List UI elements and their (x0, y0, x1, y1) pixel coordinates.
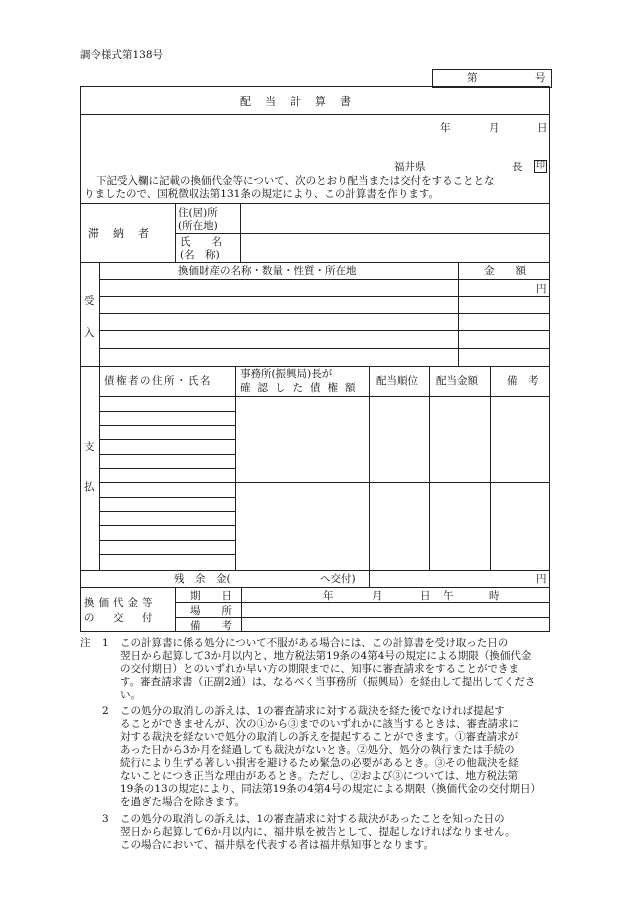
intro-line-1: 下記受入欄に記載の換価代金等について、次のとおり配当または交付をすることとな (96, 175, 495, 187)
payment-col-confirmed-2: 確認した債権額 (240, 382, 363, 394)
note-2-line-6: ないことにつき正当な理由があるとき。ただし、②および③については、地方税法第 (120, 770, 519, 782)
number-go: 号 (535, 72, 546, 84)
note-3-line-1: この処分の取消しの訴えは、1の審査請求に対する裁決があったことを知った日の (120, 813, 505, 825)
note-2-line-4: あった日から3か月を経過しても裁決がないとき。②処分、処分の執行または手続の (120, 744, 515, 756)
number-dai: 第 (467, 72, 478, 84)
note-2-line-7: 19条の13の規定により、同法第19条の4第4号の規定による期限（換価代金の交付期日） (120, 783, 541, 795)
note-1-line-1: この計算書に係る処分について不服がある場合には、この計算書を受け取った日の (120, 637, 509, 649)
intro-line-2: りましたので、国税徴収法第131条の規定により、この計算書を作ります。 (84, 188, 439, 200)
payment-col-remarks: 備 考 (507, 375, 539, 387)
note-2-line-1: この処分の取消しの訴えは、1の審査請求に対する裁決を経た後でなければ提起す (120, 705, 505, 717)
delivery-row-period: 期 日 (190, 590, 232, 602)
receipt-col-amount: 金 額 (484, 265, 526, 277)
delivery-row-place: 場 所 (190, 605, 232, 617)
balance-delivery: へ交付) (320, 573, 356, 585)
address-label: 住(居)所 (178, 207, 218, 219)
payment-label-2: 払 (84, 481, 95, 493)
payment-label-1: 支 (84, 441, 95, 453)
note-2-line-2: ることができませんが、次の①から③までのいずれかに該当するときは、審査請求に (120, 718, 519, 730)
note-2-num: 2 (102, 705, 109, 717)
issuer-cho: 長 (512, 161, 523, 173)
seal-mark: 印 (535, 161, 545, 171)
date-day: 日 (537, 122, 548, 134)
delivery-row-remarks: 備 考 (190, 620, 232, 632)
issuer-pref: 福井県 (394, 161, 426, 173)
note-3-num: 3 (102, 813, 109, 825)
note-1-line-4: す。審査請求書（正副2通）は、なるべく当事務所（振興局）を経由して提出してくださ (120, 676, 536, 688)
delivery-label-1: 換価代金等 (84, 597, 157, 609)
note-3-line-2: 翌日から起算して6か月以内に、福井県を被告として、提起しなければなりません。 (120, 826, 516, 838)
delivery-period-ampm: 午 (443, 590, 454, 602)
note-2-line-8: を過ぎた場合を除きます。 (120, 796, 246, 808)
note-1-num: 1 (102, 637, 109, 649)
balance-label: 残 余 金( (174, 573, 231, 585)
receipt-col-property: 換価財産の名称・数量・性質・所在地 (178, 265, 357, 277)
receipt-label-2: 入 (84, 327, 95, 339)
name-label-sub: (名 称) (180, 249, 220, 261)
payment-col-order: 配当順位 (376, 375, 418, 387)
balance-unit: 円 (536, 573, 547, 585)
note-2-line-3: 対する裁決を経ないで処分の取消しの訴えを提起することができます。①審査請求が (120, 731, 519, 743)
form-title: 配当計算書 (240, 95, 365, 108)
name-label: 氏 名 (180, 236, 222, 248)
note-1-line-3: の交付期日）とのいずれか早い方の期限までに、知事に審査請求をすることができま (120, 663, 519, 675)
date-month: 月 (489, 122, 500, 134)
delivery-period-month: 月 (372, 590, 383, 602)
note-1-line-5: い。 (120, 689, 141, 701)
delinquent-label: 滞納者 (88, 227, 163, 240)
payment-col-amount: 配当金額 (436, 375, 478, 387)
date-year: 年 (440, 122, 451, 134)
delivery-period-day: 日 (420, 590, 431, 602)
form-frame (80, 86, 550, 632)
payment-col-confirmed-1: 事務所(振興局)長が (240, 368, 333, 380)
receipt-unit: 円 (536, 283, 547, 295)
address-label-sub: (所在地) (178, 220, 218, 232)
notes-marker: 注 (80, 637, 91, 649)
delivery-period-year: 年 (323, 590, 334, 602)
note-3-line-3: この場合において、福井県を代表する者は福井県知事となります。 (120, 839, 434, 851)
form-code: 調令様式第138号 (80, 49, 164, 61)
note-1-line-2: 翌日から起算して3か月以内と、地方税法第19条の4第4号の規定による期限（換価代金 (120, 650, 532, 662)
note-2-line-5: 続行により生ずる著しい損害を避けるため緊急の必要があるとき。③その他裁決を経 (120, 757, 519, 769)
delivery-label-2: の 交 付 (84, 612, 157, 624)
payment-col-creditor: 債権者の住所・氏名 (104, 375, 212, 387)
receipt-label-1: 受 (84, 295, 95, 307)
delivery-period-hour: 時 (489, 590, 500, 602)
